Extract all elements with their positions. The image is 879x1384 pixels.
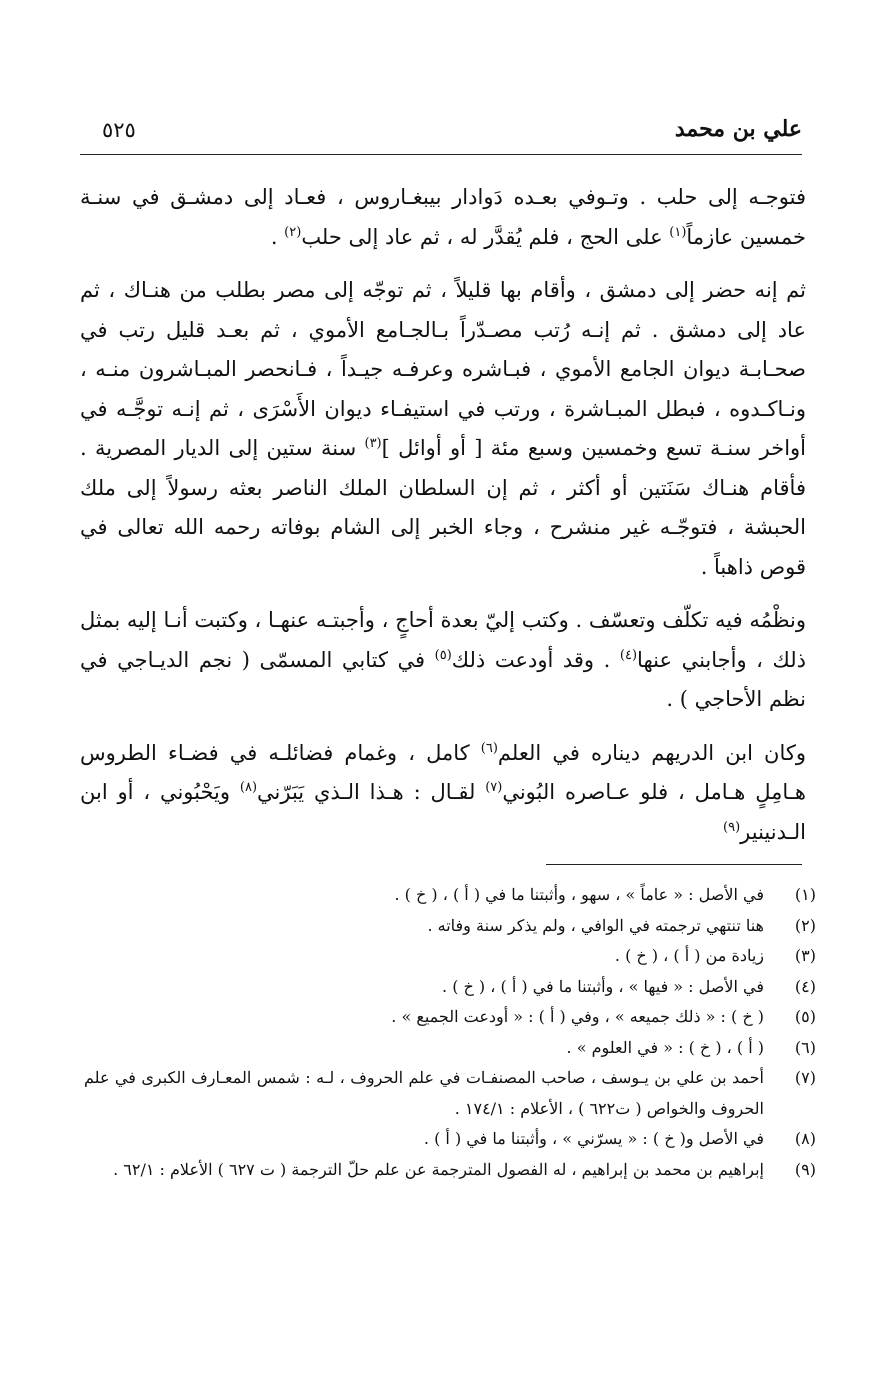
footnote-ref-4: (٤) <box>619 647 638 663</box>
footnote-ref-6: (٦) <box>480 740 498 756</box>
footnote-ref-2: (٢) <box>284 224 302 240</box>
footnote-number: (٢) <box>794 915 816 935</box>
page-header <box>80 110 802 155</box>
text-segment: سنة ستين إلى الديار المصرية . فأقام هنـاك سَنَتين أو أكثر ، ثم إن السلطان الملك الناصر بعثه رسولاً إلى ملك الحبشة ، فتوجّـه غير منشرح ، وجاء الخبر إلى الشام بوفاته رحمه الله تعالى في قوص ذاهباً . <box>80 436 806 579</box>
footnote-text: هنا تنتهي ترجمته في الوافي ، ولم يذكر سنة وفاته . <box>427 915 764 935</box>
footnote-text: زيادة من ( أ ) ، ( خ ) . <box>614 946 764 965</box>
text-segment: لقـال : هـذا الـذي يَبَرّني <box>257 780 486 804</box>
footnote-text: ( خ ) : « ذلك جميعه » ، وفي ( أ ) : « أودعت الجميع » . <box>391 1007 764 1026</box>
footnote-number: (٦) <box>794 1037 816 1057</box>
footnote-number: (٩) <box>794 1159 816 1179</box>
footnote-ref-1: (١) <box>669 224 687 240</box>
footnote-ref-7: (٧) <box>485 780 503 795</box>
footnote-ref-3: (٣) <box>364 436 382 451</box>
paragraph-2 <box>80 271 806 587</box>
footnote-ref-9: (٩) <box>723 819 741 835</box>
paragraph-4 <box>80 734 806 853</box>
text-segment: على الحج ، فلم يُقدَّر له ، ثم عاد إلى حلب <box>301 224 670 249</box>
footnote-separator <box>546 864 802 865</box>
text-segment: . <box>270 224 285 249</box>
footnote-number: (٧) <box>794 1068 816 1087</box>
footnote-3 <box>84 941 816 972</box>
footnote-text: أحمد بن علي بن يـوسف ، صاحب المصنفـات في علم الحروف ، لـه : شمس المعـارف الكبرى في علم الحروف والخواص ( ت٦٢٢ ) ، الأعلام : ١٧٤/١ . <box>84 1068 764 1118</box>
footnote-ref-5: (٥) <box>434 647 452 663</box>
footnote-number: (٨) <box>794 1129 816 1148</box>
footnote-7 <box>84 1063 816 1124</box>
running-head-title: علي بن محمد <box>674 116 802 142</box>
footnote-1 <box>84 880 816 911</box>
text-segment: ونظْمُه فيه تكلّف وتعسّف . وكتب إليّ بعدة أحاجٍ ، وأجبتـه عنهـا ، وكتبت أنـا إليه بمثل ذلك ، وأجابني عنها <box>80 608 806 672</box>
text-segment: وكان ابن الدريهم ديناره في العلم <box>497 740 806 765</box>
footnote-text: في الأصل و( خ ) : « يسرّني » ، وأثبتنا ما في ( أ ) . <box>423 1129 764 1148</box>
footnote-6 <box>84 1033 816 1064</box>
paragraph-3 <box>80 601 806 720</box>
text-segment: كامل ، وغمام فضائلـه في فضـاء الطروس هـامِلٍ هـامل ، فلو عـاصره البُوني <box>80 740 806 804</box>
paragraph-1 <box>80 178 806 257</box>
footnote-text: في الأصل : « فيها » ، وأثبتنا ما في ( أ ) ، ( خ ) . <box>442 976 764 996</box>
footnote-4 <box>84 972 816 1003</box>
footnote-text: ( أ ) ، ( خ ) : « في العلوم » . <box>566 1037 764 1057</box>
main-text <box>80 178 806 852</box>
footnote-9 <box>84 1155 816 1186</box>
text-segment: . وقد أودعت ذلك <box>451 647 620 672</box>
page-number: ٥٢٥ <box>102 118 136 142</box>
footnote-8 <box>84 1124 816 1155</box>
footnote-number: (٥) <box>794 1007 816 1026</box>
footnote-5 <box>84 1002 816 1033</box>
footnote-text: إبراهيم بن محمد بن إبراهيم ، له الفصول المترجمة عن علم حلّ الترجمة ( ت ٦٢٧ ) الأعلام : ٦٢/١ . <box>113 1159 764 1179</box>
text-segment: ثم إنه حضر إلى دمشق ، وأقام بها قليلاً ، ثم توجّه إلى مصر بطلب من هنـاك ، ثم عاد إلى دمشق . ثم إنـه رُتب مصـدّراً بـالجـامع الأموي ، ثم بعـد قليل رتب في صحـابـة ديوان الجامع الأموي ، فبـاشره وعرفـه جيـداً ، فـانحصر المبـاشرون منـه ، ونـاكـدوه ، فبطل المبـاشرة ، ورتب في استيفـاء ديوان الأَسْرَى ، ثم إنـه توجَّـه في أواخر سنـة تسع وخمسين وسبع مئة [ أو أوائل ] <box>80 278 806 460</box>
text-segment: في كتابي المسمّى ( نجم الديـاجي في نظم الأحاجي ) . <box>80 647 806 711</box>
footnotes-section <box>84 880 816 1185</box>
footnote-2 <box>84 911 816 942</box>
footnote-text: في الأصل : « عاماً » ، سهو ، وأثبتنا ما في ( أ ) ، ( خ ) . <box>394 885 764 904</box>
footnote-number: (١) <box>794 885 816 904</box>
text-segment: ويَحْبُوني ، أو ابن الـدنينير <box>80 780 806 844</box>
footnote-number: (٤) <box>794 976 816 996</box>
text-segment: فتوجـه إلى حلب . وتـوفي بعـده دَوادار بيبغـاروس ، فعـاد إلى دمشـق في سنـة خمسين عازماً <box>80 185 806 249</box>
footnote-ref-8: (٨) <box>239 780 258 795</box>
footnote-number: (٣) <box>794 946 816 965</box>
